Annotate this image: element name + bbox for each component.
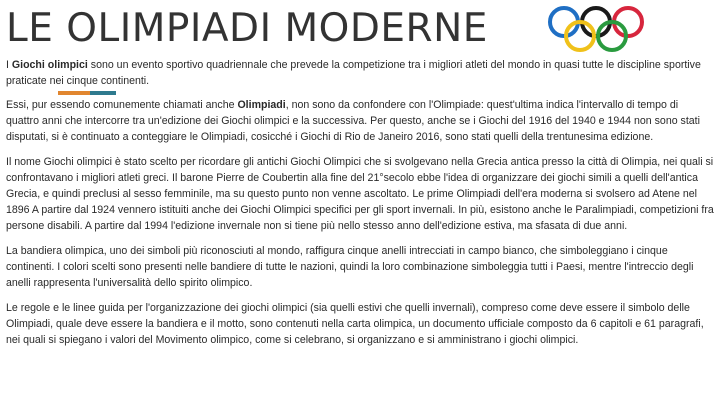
p1-post: sono un evento sportivo quadriennale che prevede la competizione tra i migliori atleti del mondo in quasi tutte le discipline sportive praticate nei cinque continenti. [6, 59, 701, 87]
p2-pre: Essi, pur essendo comunemente chiamati anche [6, 99, 238, 111]
olympic-rings-icon [540, 4, 684, 56]
paragraph-olimpiadi [6, 97, 714, 145]
paragraph-flag: La bandiera olimpica, uno dei simboli più riconosciuti al mondo, raffigura cinque anelli intrecciati in campo bianco, che simboleggiano i cinque continenti. I colori scelti sono presenti nelle bandiere di tutte le nazioni, quindi la loro combinazione simboleggia tutti i Paesi, mentre l'intreccio degli anelli rappresenta l'universalità dello spirito olimpico. [6, 245, 694, 289]
paragraph-rules: Le regole e le linee guida per l'organizzazione dei giochi olimpici (sia quelli estivi che quelli invernali), compreso come deve essere il simbolo delle Olimpiadi, quale deve essere la bandiera e il motto, sono contenuti nella carta olimpica, un documento ufficiale composto da 6 capitoli e 61 paragrafi, nei quali si spiegano i valori del Movimento olimpico, come si celebrano, si organizzano e si amministrano i giochi olimpici. [6, 302, 704, 346]
paragraph-history: Il nome Giochi olimpici è stato scelto per ricordare gli antichi Giochi Olimpici che si svolgevano nella Grecia antica presso la città di Olimpia, nei quali si confrontavano i migliori atleti greci. Il barone Pierre de Coubertin alla fine del 21°secolo ebbe l'idea di organizzare dei giochi simili a quelli dell'antica Grecia, e quindi preclusi al sesso femminile, ma su questo punto non venne ascoltato. Le prime Olimpiadi dell'era moderna si svolsero ad Atene nel 1896 A partire dal 1924 vennero istituiti anche dei Giochi Olimpici specifici per gli sport invernali. In più, esistono anche le Paralimpiadi, competizioni fra persone disabili. A partire dal 1994 l'edizione invernale non si tiene più nello stesso anno dell'edizione estiva, ma sfasata di due anni. [6, 156, 714, 232]
paragraph-intro [6, 57, 714, 89]
keyword-olimpiadi: Olimpiadi [237, 99, 286, 111]
slide-body [6, 57, 714, 357]
p1-pre: I [6, 59, 12, 71]
p2-post: , non sono da confondere con l'Olimpiade: quest'ultima indica l'intervallo di tempo di quattro anni che intercorre tra un'edizione dei Giochi olimpici e la successiva. Per questo, anche se i Giochi del 1916 del 1940 e 1944 non sono stati disputati, si è continuato a conteggiare le Olimpiadi, cosicché i Giochi di Rio de Janeiro 2016, sono stati quelli della trentunesima edizione. [6, 99, 700, 143]
keyword-giochi-olimpici: Giochi olimpici [11, 59, 88, 71]
slide-title: LE OLIMPIADI MODERNE [6, 6, 488, 51]
